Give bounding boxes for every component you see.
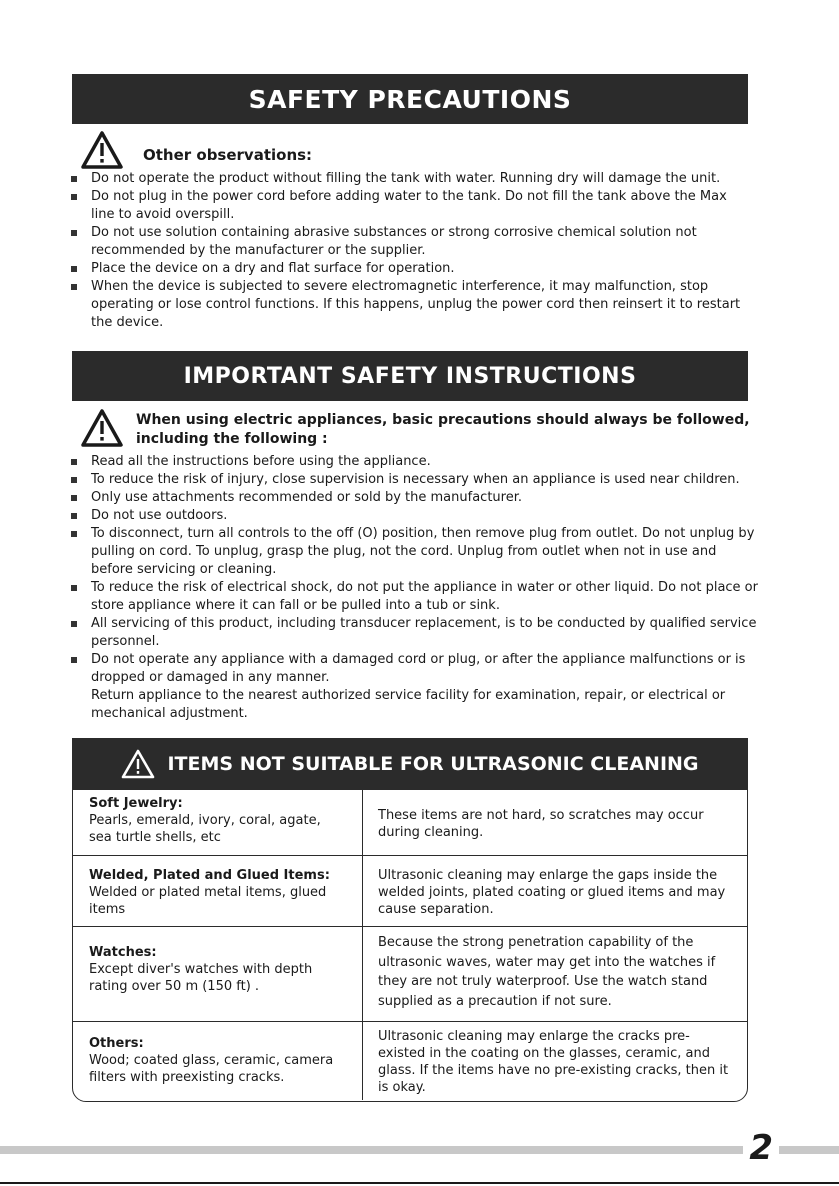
- electric-appliances-heading: [80, 408, 750, 449]
- table-row: [73, 1021, 747, 1100]
- warning-heading: Other observations:: [143, 146, 313, 164]
- warning-triangle-icon: [121, 749, 155, 779]
- table-row: [73, 926, 747, 1021]
- table-row: [73, 789, 747, 855]
- item-description: Except diver's watches with depth rating over 50 m (150 ft) .: [89, 962, 313, 994]
- list-item: Do not use outdoors.: [70, 507, 760, 525]
- list-item: To disconnect, turn all controls to the off (O) position, then remove plug from outlet. Do not unplug by pulling on cord. To unplug, grasp the plug, not the cord. Unplug from outlet when not in use and before servicing or cleaning.: [70, 525, 760, 579]
- list-item: Do not use solution containing abrasive substances or strong corrosive chemical solution not recommended by the manufacturer or the supplier.: [70, 224, 750, 260]
- section-title: SAFETY PRECAUTIONS: [248, 84, 572, 114]
- item-cell: [73, 1022, 363, 1100]
- footer-bar: [0, 1146, 839, 1154]
- safety-precautions-banner: [72, 74, 748, 124]
- instructions-list: [70, 453, 760, 723]
- list-item-note: Return appliance to the nearest authorized service facility for examination, repair, or electrical or mechanical adjustment.: [91, 688, 726, 721]
- important-safety-instructions-banner: [72, 351, 748, 401]
- warning-heading-line2: including the following :: [136, 431, 328, 447]
- page-number: 2: [743, 1128, 779, 1168]
- item-description: Welded or plated metal items, glued items: [89, 885, 327, 917]
- bottom-rule: [0, 1182, 839, 1184]
- table-title: ITEMS NOT SUITABLE FOR ULTRASONIC CLEANING: [167, 753, 699, 775]
- list-item: Do not plug in the power cord before adding water to the tank. Do not fill the tank above the Max line to avoid overspill.: [70, 188, 750, 224]
- table-header: [73, 739, 747, 789]
- unsuitable-items-table: [72, 738, 748, 1102]
- list-item: Do not operate any appliance with a damaged cord or plug, or after the appliance malfunctions or is dropped or damaged in any manner. Return appliance to the nearest authorized service facility for examination, repair, or electrical or mechanical adjustment.: [70, 651, 760, 723]
- list-item: When the device is subjected to severe electromagnetic interference, it may malfunction, stop operating or lose control functions. If this happens, unplug the power cord then reinsert it to restart the device.: [70, 278, 750, 332]
- item-description: Wood; coated glass, ceramic, camera filters with preexisting cracks.: [89, 1053, 334, 1085]
- warning-triangle-icon: [80, 130, 124, 170]
- reason-cell: Because the strong penetration capability of the ultrasonic waves, water may get into the watches if they are not truly waterproof. Use the watch stand supplied as a precaution if not sure.: [378, 935, 716, 1009]
- reason-cell: These items are not hard, so scratches may occur during cleaning.: [378, 808, 704, 840]
- item-description: Pearls, emerald, ivory, coral, agate, sea turtle shells, etc: [89, 813, 321, 845]
- table-row: [73, 855, 747, 926]
- list-item: Place the device on a dry and flat surface for operation.: [70, 260, 750, 278]
- list-item: Do not operate the product without filling the tank with water. Running dry will damage the unit.: [70, 170, 750, 188]
- list-item: Only use attachments recommended or sold by the manufacturer.: [70, 489, 760, 507]
- reason-cell: Ultrasonic cleaning may enlarge the cracks pre-existed in the coating on the glasses, ceramic, and glass. If the items have no pre-existing cracks, then it is okay.: [378, 1029, 729, 1095]
- item-cell: [73, 790, 363, 855]
- item-category: Watches:: [89, 945, 157, 960]
- warning-heading-line1: When using electric appliances, basic precautions should always be followed,: [136, 412, 750, 428]
- observations-list: [70, 170, 750, 332]
- item-category: Welded, Plated and Glued Items:: [89, 868, 330, 883]
- warning-triangle-icon: [80, 408, 124, 448]
- item-cell: [73, 856, 363, 926]
- section-title: IMPORTANT SAFETY INSTRUCTIONS: [183, 363, 637, 389]
- item-category: Soft Jewelry:: [89, 796, 183, 811]
- list-item: To reduce the risk of electrical shock, do not put the appliance in water or other liquid. Do not place or store appliance where it can fall or be pulled into a tub or sink.: [70, 579, 760, 615]
- item-category: Others:: [89, 1036, 144, 1051]
- other-observations-heading: [80, 130, 312, 170]
- list-item: Read all the instructions before using the appliance.: [70, 453, 760, 471]
- item-cell: [73, 927, 363, 1021]
- reason-cell: Ultrasonic cleaning may enlarge the gaps inside the welded joints, plated coating or glued items and may cause separation.: [378, 868, 726, 917]
- list-item: To reduce the risk of injury, close supervision is necessary when an appliance is used near children.: [70, 471, 760, 489]
- list-item: All servicing of this product, including transducer replacement, is to be conducted by qualified service personnel.: [70, 615, 760, 651]
